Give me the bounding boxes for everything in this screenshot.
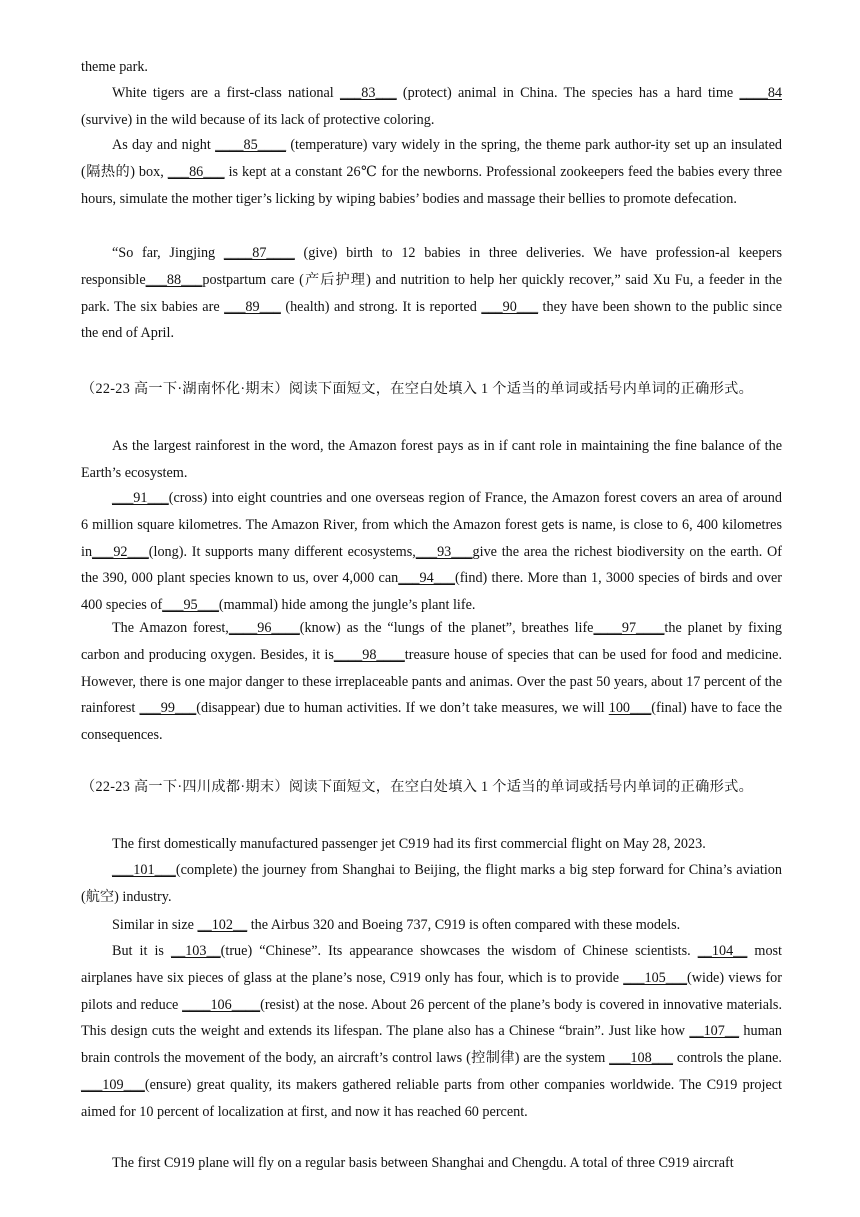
paragraph <box>81 80 782 134</box>
text-segment: (resist) at the nose. About 26 percent of the plane’s body is covered in innovative materials. This design cuts the weight and extends its lifespan. The plane also has a Chinese “brain”. Just like how <box>81 996 782 1040</box>
text-segment: most airplanes have six pieces of glass at the plane’s nose, C919 only has four, which is to provide <box>81 943 782 986</box>
text-segment: the Airbus 320 and Boeing 737, C919 is often compared with these models. <box>247 917 681 933</box>
answer-blank: ___88___ <box>145 271 203 288</box>
paragraph: As the largest rainforest in the word, the Amazon forest pays as in if cant role in maintaining the fine balance of the Earth’s ecosystem. <box>81 438 782 481</box>
answer-blank: ___90___ <box>481 298 539 315</box>
text-segment: (long). It supports many different ecosystems, <box>148 543 416 560</box>
answer-blank: ____106____ <box>182 996 261 1013</box>
answer-blank: ____87____ <box>223 245 295 261</box>
text-segment: (true) “Chinese”. Its appearance showcases the wisdom of Chinese scientists. <box>220 943 698 959</box>
paragraph: The first domestically manufactured passenger jet C919 had its first commercial flight on May 28, 2023. <box>112 836 706 852</box>
text-segment: (ensure) great quality, its makers gathered reliable parts from other companies worldwide. The C919 project aimed for 10 percent of localization at first, and now it has reached 60 percent. <box>81 1076 782 1120</box>
text-segment: (protect) animal in China. The species has a hard time <box>396 85 740 101</box>
answer-blank: 100___ <box>608 700 652 717</box>
answer-blank: ___86___ <box>167 163 225 180</box>
text-segment: (cross) into eight countries and one overseas region of France, the Amazon forest covers an area of around 6 million square kilometres. The Amazon River, from which the Amazon forest gets is name, is close to 6, 400 kilometres in <box>81 490 782 560</box>
paragraph <box>81 485 782 619</box>
paragraph: The first C919 plane will fly on a regular basis between Shanghai and Chengdu. A total of three C919 aircraft <box>112 1155 734 1171</box>
answer-blank: ___101___ <box>112 862 176 878</box>
answer-blank: ___109___ <box>81 1076 145 1093</box>
answer-blank: __104__ <box>697 943 748 959</box>
answer-blank: ___92___ <box>92 543 149 560</box>
text-segment: (mammal) hide among the jungle’s plant life. <box>218 597 476 614</box>
text-segment: (give) birth to 12 babies in three deliveries. We have profession-al keepers responsible <box>81 245 782 288</box>
answer-blank: ___93___ <box>415 543 473 560</box>
answer-blank: ____97____ <box>593 620 665 636</box>
paragraph <box>81 912 782 939</box>
answer-blank: ___83___ <box>339 85 397 101</box>
paragraph <box>81 132 782 212</box>
text-segment: (final) have to face the consequences. <box>81 700 782 744</box>
text-segment: (health) and strong. It is reported <box>280 298 482 315</box>
text-segment: treasure house of species that can be used for food and medicine. However, there is one major danger to these irreplaceable pants and animas. Over the past 50 years, about 17 percent of the rainforest <box>81 646 782 717</box>
text-segment: Similar in size <box>112 917 198 933</box>
text-segment: (disappear) due to human activities. If we don’t take measures, we will <box>196 700 609 717</box>
text-segment: (survive) in the wild because of its lack of protective coloring. <box>81 111 435 128</box>
answer-blank: ____84 <box>739 85 782 101</box>
answer-blank: __102__ <box>197 917 248 933</box>
paragraph <box>81 938 782 1126</box>
paragraph <box>81 615 782 749</box>
text-segment: (find) there. More than 1, 3000 species of birds and over 400 species of <box>81 570 782 614</box>
answer-blank: ___89___ <box>224 298 281 315</box>
answer-blank: __103__ <box>171 943 221 959</box>
text-segment: The Amazon forest, <box>112 620 229 636</box>
text-segment: As day and night <box>112 137 216 153</box>
text-segment: (know) as the “lungs of the planet”, breathes life <box>299 620 594 636</box>
text-segment: But it is <box>112 943 171 959</box>
answer-blank: ___94___ <box>398 570 455 587</box>
text-segment: (temperature) vary widely in the spring, the theme park author-ity set up an insulated (隔热的) box, <box>81 137 782 180</box>
text-segment: controls the plane. <box>672 1050 782 1067</box>
text-segment: human brain controls the movement of the body, an aircraft’s control laws (控制律) are the system <box>81 1023 782 1067</box>
answer-blank: ___108___ <box>609 1050 673 1067</box>
text-segment: give the area the richest biodiversity on the earth. Of the 390, 000 plant species known to us, over 4,000 can <box>81 543 782 587</box>
answer-blank: ____98____ <box>333 646 405 663</box>
paragraph-continuation: theme park. <box>81 59 148 75</box>
paragraph <box>81 857 782 911</box>
question-heading: （22-23 高一下·四川成都·期末）阅读下面短文，在空白处填入 1 个适当的单词或括号内单词的正确形式。 <box>81 779 754 795</box>
answer-blank: ___95___ <box>162 597 219 614</box>
text-segment: the planet by fixing carbon and producing oxygen. Besides, it is <box>81 620 783 663</box>
text-segment: (wide) views for pilots and reduce <box>81 969 782 1013</box>
text-segment: “So far, Jingjing <box>112 245 224 261</box>
answer-blank: ___91___ <box>112 490 169 506</box>
paragraph <box>81 240 782 347</box>
text-segment: White tigers are a first-class national <box>112 85 340 101</box>
answer-blank: ____96____ <box>228 620 300 636</box>
text-segment: they have been shown to the public since the end of April. <box>81 298 782 342</box>
answer-blank: ____85____ <box>215 137 287 153</box>
text-segment: postpartum care (产后护理) and nutrition to help her quickly recover,” said Xu Fu, a feeder in the park. The six babies are <box>81 271 782 315</box>
answer-blank: ___99___ <box>139 700 197 717</box>
answer-blank: ___105___ <box>623 969 688 986</box>
answer-blank: __107__ <box>689 1023 740 1040</box>
question-heading: （22-23 高一下·湖南怀化·期末）阅读下面短文，在空白处填入 1 个适当的单词或括号内单词的正确形式。 <box>81 381 754 397</box>
text-segment: (complete) the journey from Shanghai to Beijing, the flight marks a big step forward for China’s aviation (航空) industry. <box>81 862 782 905</box>
text-segment: is kept at a constant 26℃ for the newborns. Professional zookeepers feed the babies every three hours, simulate the mother tiger’s licking by wiping babies’ bodies and massage their bellies to promote defecation. <box>81 163 783 207</box>
